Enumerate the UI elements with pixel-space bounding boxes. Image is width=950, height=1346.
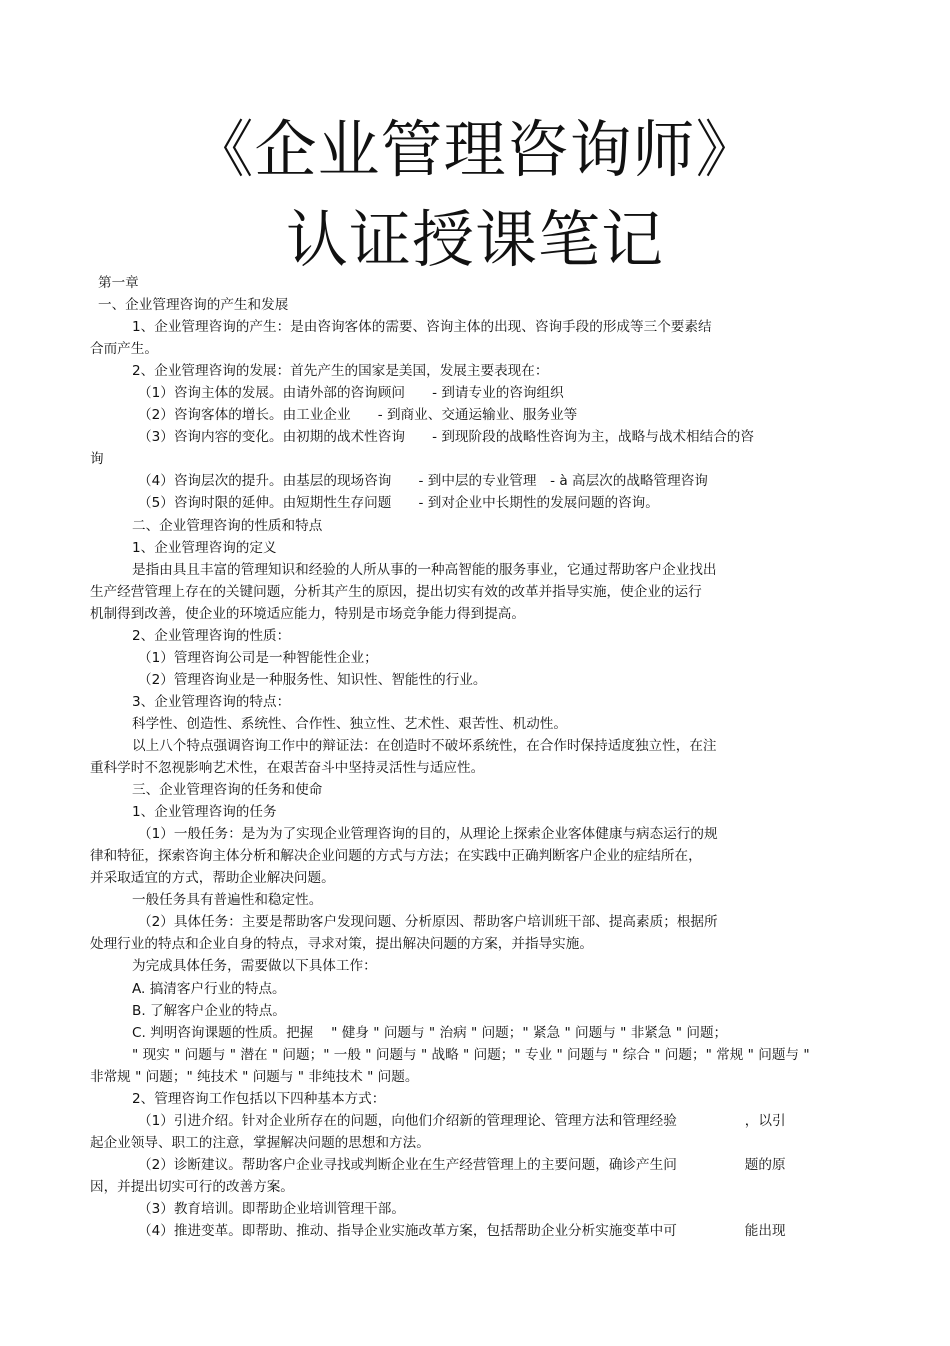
- text-line: 律和特征，探索咨询主体分析和解决企业问题的方式与方法；在实践中正确判断客户企业的症结所在，: [90, 848, 702, 865]
- text-line: （1）咨询主体的发展。由请外部的咨询顾问 - 到请专业的咨询组织: [138, 385, 564, 402]
- text-line: 以上八个特点强调咨询工作中的辩证法：在创造时不破坏系统性，在合作时保持适度独立性，在注: [132, 737, 717, 754]
- text-line: 为完成具体任务，需要做以下具体工作：: [132, 958, 377, 975]
- text-line: " 现实 " 问题与 " 潜在 " 问题；" 一般 " 问题与 " 战略 " 问题；" 专业 " 问题与 " 综合 " 问题；" 常规 " 问题与 ": [132, 1046, 810, 1063]
- text-line: 询: [90, 451, 104, 468]
- text-line: 1、企业管理咨询的产生：是由咨询客体的需要、咨询主体的出现、咨询手段的形成等三个要素结: [132, 319, 712, 336]
- text-line: （3）教育培训。即帮助企业培训管理干部。: [138, 1200, 405, 1217]
- text-line: （2）具体任务：主要是帮助客户发现问题、分析原因、帮助客户培训班干部、提高素质；根据所: [138, 914, 718, 931]
- text-line: C. 判明咨询课题的性质。把握 " 健身 " 问题与 " 治病 " 问题；" 紧急 " 问题与 " 非紧急 " 问题；: [132, 1024, 728, 1041]
- text-line: 3、企业管理咨询的特点：: [132, 693, 291, 710]
- text-line: 并采取适宜的方式，帮助企业解决问题。: [90, 870, 335, 887]
- text-line: 2、管理咨询工作包括以下四种基本方式：: [132, 1090, 386, 1107]
- text-line: （5）咨询时限的延伸。由短期性生存问题 - 到对企业中长期性的发展问题的咨询。: [138, 495, 659, 512]
- text-line: （1）管理咨询公司是一种智能性企业；: [138, 649, 378, 666]
- text-line: （4）咨询层次的提升。由基层的现场咨询 - 到中层的专业管理 - à 高层次的战略管理咨询: [138, 473, 708, 490]
- text-line: （3）咨询内容的变化。由初期的战术性咨询 - 到现阶段的战略性咨询为主，战略与战术相结合的咨: [138, 429, 754, 446]
- text-line: （4）推进变革。即帮助、推动、指导企业实施改革方案，包括帮助企业分析实施变革中可 能出现: [138, 1223, 786, 1240]
- text-line: 重科学时不忽视影响艺术性，在艰苦奋斗中坚持灵活性与适应性。: [90, 760, 485, 777]
- text-line: 是指由具且丰富的管理知识和经验的人所从事的一种高智能的服务事业，它通过帮助客户企业找出: [132, 561, 717, 578]
- text-line: （1）引进介绍。针对企业所存在的问题，向他们介绍新的管理理论、管理方法和管理经验 ，以引: [138, 1112, 786, 1129]
- text-line: 机制得到改善，使企业的环境适应能力，特别是市场竞争能力得到提高。: [90, 605, 525, 622]
- text-line: 1、企业管理咨询的定义: [132, 539, 277, 556]
- text-line: （2）咨询客体的增长。由工业企业 - 到商业、交通运输业、服务业等: [138, 407, 578, 424]
- text-line: 1、企业管理咨询的任务: [132, 804, 277, 821]
- text-line: B. 了解客户企业的特点。: [132, 1002, 286, 1019]
- text-line: 合而产生。: [90, 341, 158, 358]
- text-line: （2）管理咨询业是一种服务性、知识性、智能性的行业。: [138, 671, 487, 688]
- document-title-line-2: 认证授课笔记: [285, 203, 664, 276]
- text-line: 一、企业管理咨询的产生和发展: [98, 297, 289, 314]
- text-line: （1）一般任务：是为为了实现企业管理咨询的目的，从理论上探索企业客体健康与病态运行的规: [138, 826, 718, 843]
- text-line: 三、企业管理咨询的任务和使命: [132, 782, 323, 799]
- text-line: A. 搞清客户行业的特点。: [132, 980, 286, 997]
- text-line: 2、企业管理咨询的发展：首先产生的国家是美国，发展主要表现在：: [132, 363, 549, 380]
- text-line: 科学性、创造性、系统性、合作性、独立性、艺术性、艰苦性、机动性。: [132, 715, 567, 732]
- text-line: 生产经营管理上存在的关键问题，分析其产生的原因，提出切实有效的改革并指导实施，使企业的运行: [90, 583, 702, 600]
- text-line: 2、企业管理咨询的性质：: [132, 627, 291, 644]
- text-line: 处理行业的特点和企业自身的特点，寻求对策，提出解决问题的方案，并指导实施。: [90, 936, 593, 953]
- text-line: 起企业领导、职工的注意，掌握解决问题的思想和方法。: [90, 1134, 430, 1151]
- text-line: 非常规 " 问题；" 纯技术 " 问题与 " 非纯技术 " 问题。: [90, 1068, 419, 1085]
- text-line: 因，并提出切实可行的改善方案。: [90, 1178, 294, 1195]
- text-line: 第一章: [98, 275, 139, 291]
- document-body: [90, 272, 858, 1242]
- document-title-line-1: 《企业管理咨询师》: [191, 113, 759, 186]
- text-line: 二、企业管理咨询的性质和特点: [132, 517, 323, 534]
- text-line: （2）诊断建议。帮助客户企业寻找或判断企业在生产经营管理上的主要问题，确诊产生问 题的原: [138, 1156, 786, 1173]
- text-line: 一般任务具有普遍性和稳定性。: [132, 892, 323, 909]
